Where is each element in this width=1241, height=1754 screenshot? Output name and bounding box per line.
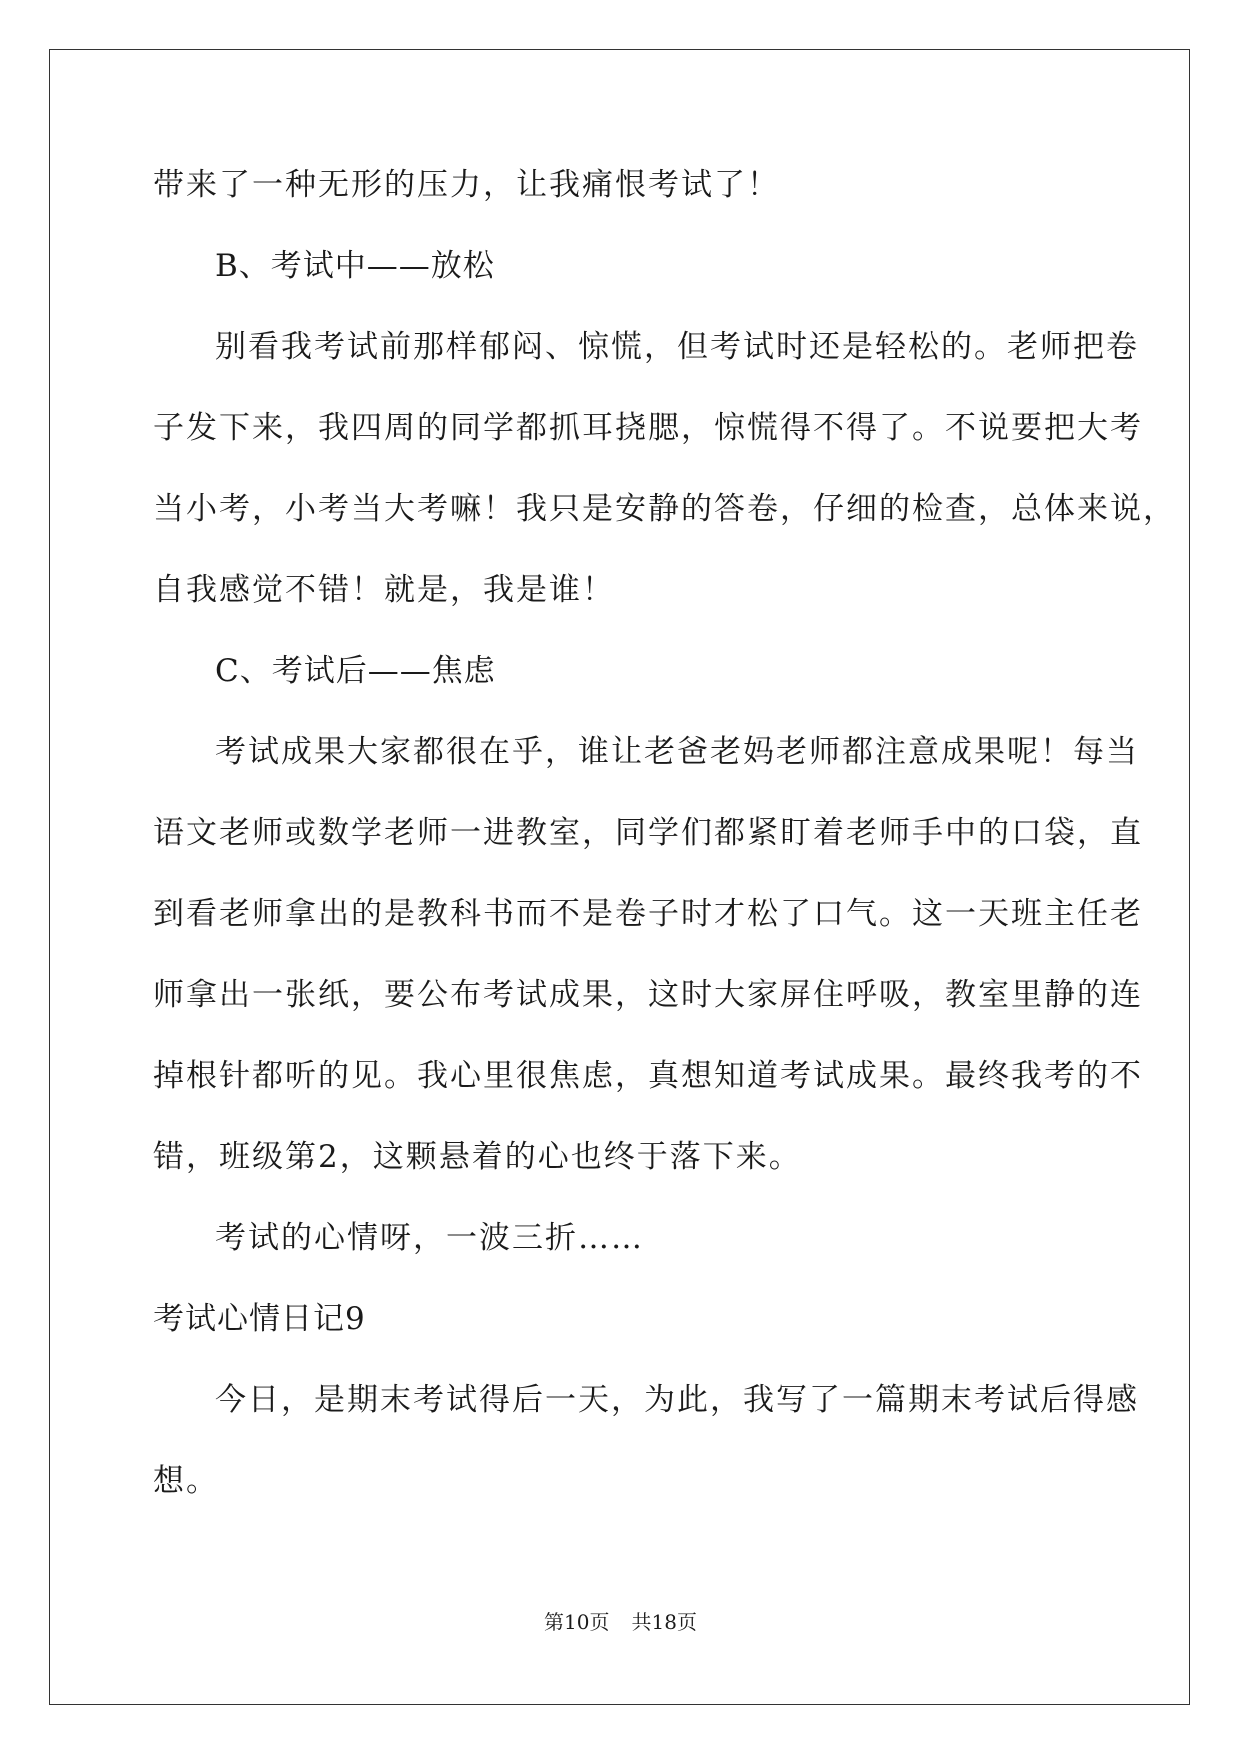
paragraph-line: 考试的心情呀，一波三折……	[215, 1220, 644, 1256]
paragraph-line: 别看我考试前那样郁闷、惊慌，但考试时还是轻松的。老师把卷	[215, 329, 1139, 365]
section-heading-b: B、考试中——放松	[215, 248, 495, 284]
paragraph-line: 师拿出一张纸，要公布考试成果，这时大家屏住呼吸，教室里静的连	[153, 977, 1143, 1013]
paragraph-line: 语文老师或数学老师一进教室，同学们都紧盯着老师手中的口袋，直	[153, 815, 1143, 851]
paragraph-line: 错，班级第2，这颗悬着的心也终于落下来。	[153, 1139, 802, 1175]
section-heading-c: C、考试后——焦虑	[215, 653, 496, 689]
page-number: 第10页	[544, 1610, 610, 1634]
paragraph-line: 当小考，小考当大考嘛！我只是安静的答卷，仔细的检查，总体来说，	[153, 491, 1176, 527]
total-pages: 共18页	[631, 1610, 697, 1634]
paragraph-line: 想。	[153, 1463, 219, 1499]
paragraph-line: 到看老师拿出的是教科书而不是卷子时才松了口气。这一天班主任老	[153, 896, 1143, 932]
paragraph-line: 考试成果大家都很在乎，谁让老爸老妈老师都注意成果呢！每当	[215, 734, 1139, 770]
paragraph-line: 子发下来，我四周的同学都抓耳挠腮，惊慌得不得了。不说要把大考	[153, 410, 1143, 446]
paragraph-line: 带来了一种无形的压力，让我痛恨考试了！	[153, 167, 780, 203]
paragraph-line: 今日，是期末考试得后一天，为此，我写了一篇期末考试后得感	[215, 1382, 1139, 1418]
paragraph-line: 掉根针都听的见。我心里很焦虑，真想知道考试成果。最终我考的不	[153, 1058, 1143, 1094]
article-title: 考试心情日记9	[153, 1301, 366, 1337]
document-body	[153, 162, 1176, 1539]
page-footer	[0, 1609, 1241, 1635]
paragraph-line: 自我感觉不错！就是，我是谁！	[153, 572, 615, 608]
